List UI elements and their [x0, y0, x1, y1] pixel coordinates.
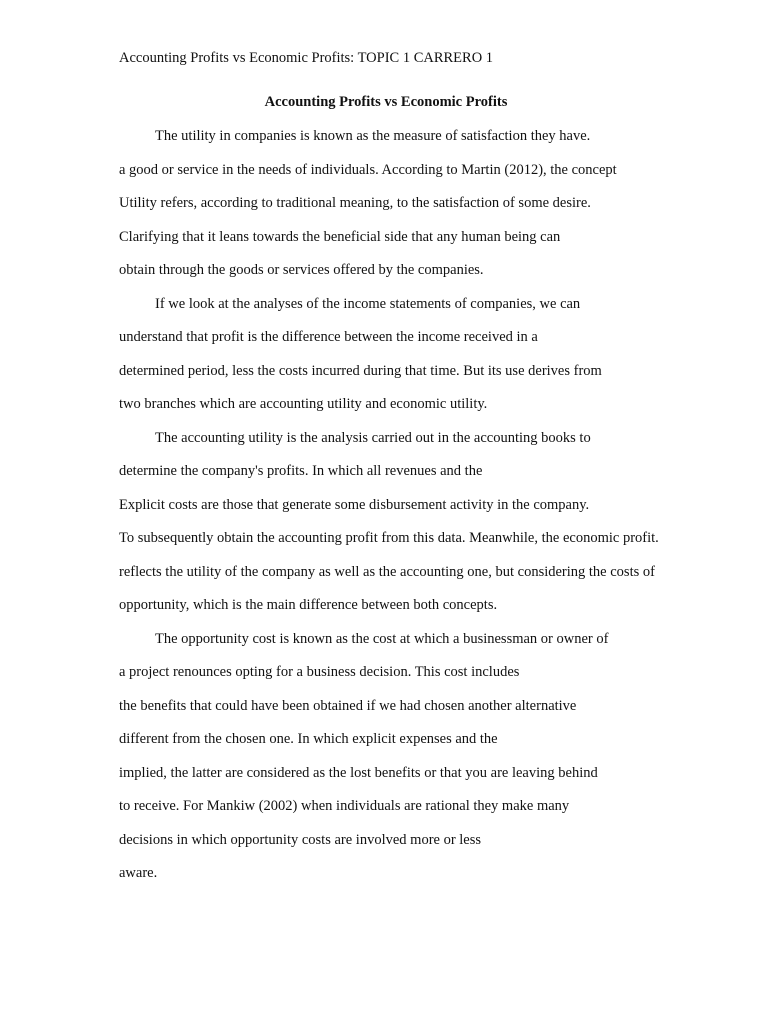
- paragraph-1-line-1: The utility in companies is known as the measure of satisfaction they have.: [155, 128, 591, 144]
- paragraph-4-line-2: a project renounces opting for a business decision. This cost includes: [119, 664, 520, 680]
- paragraph-3-line-1: The accounting utility is the analysis carried out in the accounting books to: [155, 429, 591, 446]
- paragraph-3-line-3: Explicit costs are those that generate some disbursement activity in the company.: [119, 496, 590, 513]
- paragraph-1-line-4: Clarifying that it leans towards the beneficial side that any human being can: [119, 228, 561, 245]
- paragraph-2-line-1: If we look at the analyses of the income statements of companies, we can: [155, 295, 581, 312]
- paragraph-1-line-2: a good or service in the needs of individuals. According to Martin (2012), the concept: [119, 161, 617, 178]
- paragraph-3-line-6: opportunity, which is the main difference between both concepts.: [119, 597, 498, 613]
- paragraph-4-line-5: implied, the latter are considered as the lost benefits or that you are leaving behind: [119, 764, 598, 781]
- paragraph-2-line-2: understand that profit is the difference between the income received in a: [119, 329, 538, 345]
- paragraph-4-line-1: The opportunity cost is known as the cost at which a businessman or owner of: [155, 630, 609, 647]
- paragraph-4-line-3: the benefits that could have been obtained if we had chosen another alternative: [119, 697, 577, 714]
- paragraph-4-line-7: decisions in which opportunity costs are involved more or less: [119, 831, 482, 848]
- paragraph-4-line-8: aware.: [119, 865, 158, 881]
- paragraph-4-line-4: different from the chosen one. In which explicit expenses and the: [119, 731, 498, 747]
- paragraph-2-line-4: two branches which are accounting utility and economic utility.: [119, 396, 488, 412]
- running-head: Accounting Profits vs Economic Profits: TOPIC 1 CARRERO 1: [119, 50, 494, 66]
- paragraph-3-line-5: reflects the utility of the company as well as the accounting one, but considering the costs of: [119, 563, 655, 580]
- paragraph-4-line-6: to receive. For Mankiw (2002) when individuals are rational they make many: [119, 798, 570, 814]
- paragraph-1-line-5: obtain through the goods or services offered by the companies.: [119, 262, 484, 278]
- document-title: Accounting Profits vs Economic Profits: [264, 94, 508, 110]
- paragraph-1-line-3: Utility refers, according to traditional meaning, to the satisfaction of some desire.: [119, 195, 591, 211]
- paragraph-3-line-2: determine the company's profits. In which all revenues and the: [119, 463, 483, 479]
- paragraph-2-line-3: determined period, less the costs incurred during that time. But its use derives from: [119, 362, 602, 379]
- paragraph-3-line-4: To subsequently obtain the accounting profit from this data. Meanwhile, the economic profit.: [119, 530, 659, 546]
- body-text: [119, 125, 759, 896]
